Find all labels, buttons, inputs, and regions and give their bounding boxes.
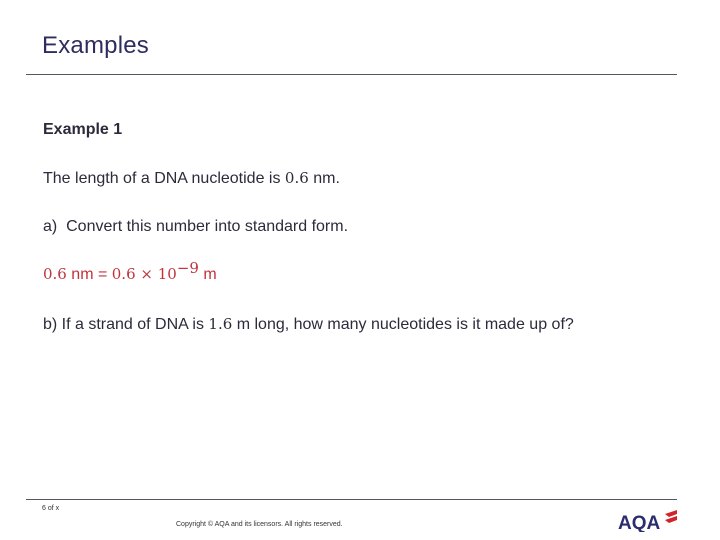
aqa-logo-swoosh-top [665, 510, 677, 517]
slide-title: Examples [42, 32, 149, 59]
answer-coefficient: 0.6 [111, 265, 136, 283]
intro-value: 0.6 [284, 169, 309, 187]
page-number: 6 of x [42, 505, 60, 512]
answer-unit: m [198, 266, 217, 283]
intro-sentence [43, 169, 340, 188]
intro-text-after: nm. [308, 170, 340, 187]
part-b-value: 1.6 [208, 315, 233, 333]
aqa-logo-icon [618, 508, 680, 532]
part-a-text: Convert this number into standard form. [66, 218, 349, 235]
answer-lhs-unit: nm = [66, 266, 112, 283]
answer-base: 10 [157, 265, 177, 283]
aqa-logo-text: AQA [618, 513, 661, 532]
copyright-notice: Copyright © AQA and its licensors. All rights reserved. [176, 521, 343, 528]
part-a-question [43, 218, 348, 236]
answer-lhs-value: 0.6 [43, 265, 67, 283]
part-b-text-before: b) If a strand of DNA is [43, 316, 209, 333]
answer-times-sign: × [135, 265, 158, 283]
part-b-text-after: m long, how many nucleotides is it made up of? [232, 316, 574, 333]
part-b-question [43, 315, 574, 334]
footer-divider [26, 499, 677, 500]
part-a-answer [43, 259, 217, 284]
intro-text-before: The length of a DNA nucleotide is [43, 170, 285, 187]
part-a-label: a) [43, 218, 58, 235]
aqa-logo-swoosh-bottom [665, 516, 677, 523]
answer-exponent: −9 [176, 259, 199, 277]
example-heading: Example 1 [43, 121, 123, 138]
title-divider [26, 74, 677, 75]
